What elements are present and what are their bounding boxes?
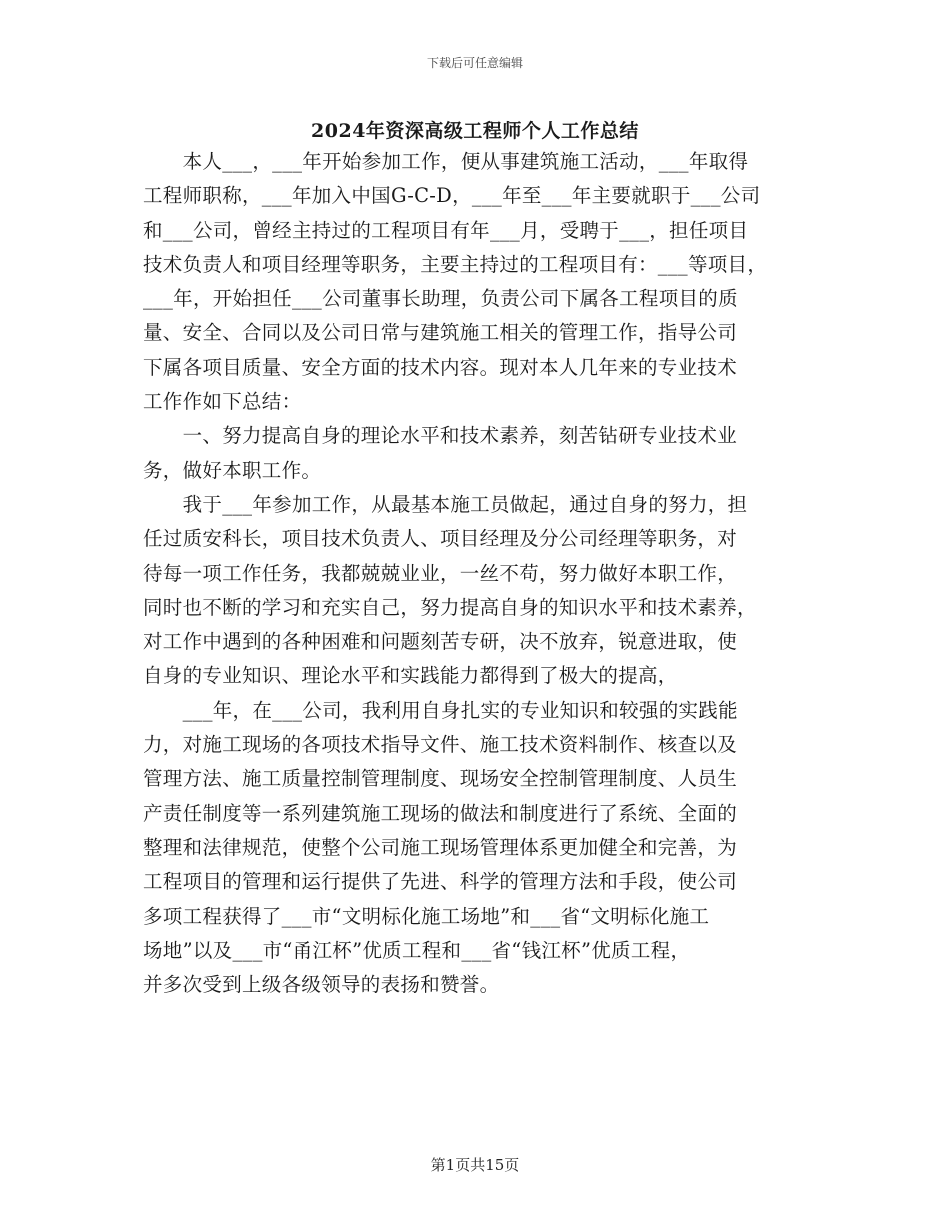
text-line: 下属各项目质量、安全方面的技术内容。现对本人几年来的专业技术 <box>143 355 738 379</box>
text-line: 技术负责人和项目经理等职务，主要主持过的工程项目有：___等项目， <box>143 252 768 276</box>
text-line: 一、努力提高自身的理论水平和技术素养，刻苦钻研专业技术业 <box>143 424 738 448</box>
text-line: 自身的专业知识、理论水平和实践能力都得到了极大的提高， <box>143 664 678 688</box>
text-line: 工程师职称，___年加入中国G-C-D，___年至___年主要就职于___公司 <box>143 184 761 208</box>
text-line: 量、安全、合同以及公司日常与建筑施工相关的管理工作，指导公司 <box>143 321 738 345</box>
header-note: 下载后可任意编辑 <box>426 56 523 70</box>
text-line: 工作作如下总结： <box>143 390 302 414</box>
document-title: 2024年资深高级工程师个人工作总结 <box>311 120 639 142</box>
text-line: 同时也不断的学习和充实自己，努力提高自身的知识水平和技术素养， <box>143 595 757 619</box>
document-body <box>143 145 823 1002</box>
text-line: 多项工程获得了___市“文明标化施工场地”和___省“文明标化施工 <box>143 904 710 928</box>
text-line: 任过质安科长，项目技术负责人、项目经理及分公司经理等职务，对 <box>143 527 738 551</box>
text-line: 本人___，___年开始参加工作，便从事建筑施工活动，___年取得 <box>143 150 749 173</box>
text-line: ___年，开始担任___公司董事长助理，负责公司下属各工程项目的质 <box>143 287 738 311</box>
text-line: 待每一项工作任务，我都兢兢业业，一丝不苟，努力做好本职工作， <box>143 561 738 585</box>
page-number: 第1页共15页 <box>430 1156 520 1174</box>
text-line: 力，对施工现场的各项技术指导文件、施工技术资料制作、核查以及 <box>143 733 738 757</box>
text-line: 工程项目的管理和运行提供了先进、科学的管理方法和手段，使公司 <box>143 870 738 894</box>
text-line: 产责任制度等一系列建筑施工现场的做法和制度进行了系统、全面的 <box>143 801 738 825</box>
text-line: 对工作中遇到的各种困难和问题刻苦专研，决不放弃，锐意进取，使 <box>143 630 738 654</box>
text-line: 和___公司，曾经主持过的工程项目有年___月，受聘于___，担任项目 <box>143 218 749 242</box>
text-line: 我于___年参加工作，从最基本施工员做起，通过自身的努力，担 <box>143 492 748 516</box>
text-line: 务，做好本职工作。 <box>143 458 322 482</box>
text-line: 场地”以及___市“甬江杯”优质工程和___省“钱江杯”优质工程， <box>143 938 691 962</box>
text-line: 整理和法律规范，使整个公司施工现场管理体系更加健全和完善，为 <box>143 835 738 859</box>
text-line: 并多次受到上级各级领导的表扬和赞誉。 <box>143 973 500 997</box>
text-line: 管理方法、施工质量控制管理制度、现场安全控制管理制度、人员生 <box>143 767 738 791</box>
text-line: ___年，在___公司，我利用自身扎实的专业知识和较强的实践能 <box>143 698 738 722</box>
